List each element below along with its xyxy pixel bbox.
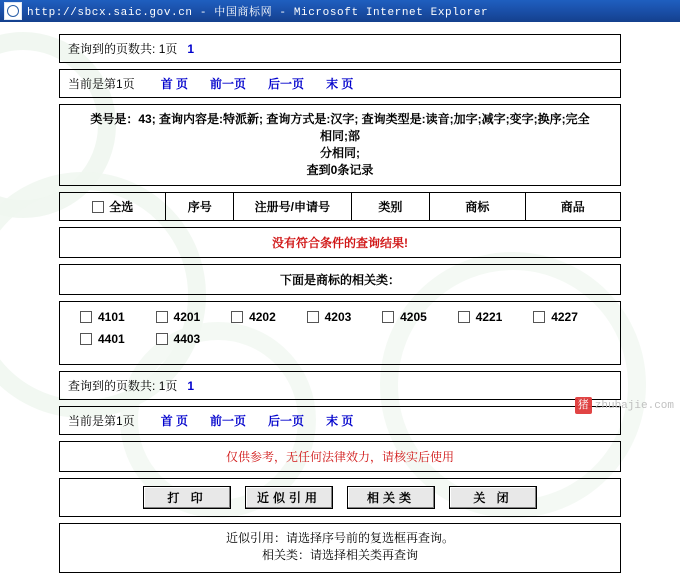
column-header-trademark: 商标 (430, 193, 525, 220)
related-class-checkbox[interactable] (156, 311, 168, 323)
related-class-option[interactable] (527, 310, 603, 324)
pager-top-prev-link[interactable]: 前一页 (210, 77, 247, 91)
results-table (59, 192, 621, 221)
related-class-checkbox[interactable] (307, 311, 319, 323)
top-page-number-link[interactable]: 1 (187, 42, 195, 56)
pager-top-last-link[interactable]: 末 页 (326, 77, 354, 91)
watermark-badge-icon: 猪 (575, 397, 592, 414)
related-class-option[interactable] (301, 310, 377, 324)
pager-top-first-link[interactable]: 首 页 (160, 77, 189, 91)
related-class-label: 4203 (324, 310, 352, 324)
related-class-option[interactable] (150, 310, 226, 324)
select-all-cell[interactable] (60, 193, 166, 220)
related-classes-row (74, 332, 606, 346)
bottom-page-summary (59, 371, 621, 400)
related-classes-panel (59, 264, 621, 295)
tip-related-class: 相关类：请选择相关类再查询 (261, 548, 418, 562)
related-class-checkbox[interactable] (533, 311, 545, 323)
pager-bottom-prev-link[interactable]: 前一页 (210, 414, 247, 428)
related-class-option[interactable] (225, 310, 301, 324)
related-class-label: 4221 (475, 310, 503, 324)
title-bar (0, 0, 680, 22)
related-class-label: 4401 (98, 332, 125, 346)
site-watermark (575, 397, 674, 414)
print-button[interactable]: 打 印 (143, 486, 231, 509)
related-class-label: 4201 (173, 310, 201, 324)
column-header-regno: 注册号/申请号 (234, 193, 352, 220)
related-classes-grid (59, 301, 621, 365)
query-info-line2: 分相同; (320, 146, 360, 160)
disclaimer-text: 仅供参考，无任何法律效力，请核实后使用 (59, 441, 621, 472)
results-table-header-row (60, 193, 620, 220)
related-class-label: 4202 (249, 310, 276, 324)
action-button-bar (59, 478, 621, 517)
bottom-page-summary-label: 查询到的页数共: (68, 379, 156, 393)
select-all-checkbox[interactable] (92, 201, 104, 213)
column-header-index: 序号 (166, 193, 234, 220)
related-class-button[interactable]: 相关类 (347, 486, 435, 509)
page-canvas (0, 22, 680, 562)
window-title: http://sbcx.saic.gov.cn - 中国商标网 - Microsoft Internet Explorer (27, 7, 489, 19)
related-class-option[interactable] (452, 310, 528, 324)
query-info-count: 查到0条记录 (306, 163, 374, 177)
related-class-label: 4205 (400, 310, 427, 324)
related-class-label: 4403 (173, 332, 201, 346)
select-all-label: 全选 (109, 200, 134, 214)
pager-bottom-first-link[interactable]: 首 页 (160, 414, 189, 428)
pager-bottom-last-link[interactable]: 末 页 (326, 414, 354, 428)
bottom-page-summary-pages: 1页 (158, 379, 178, 393)
related-classes-row (74, 310, 606, 324)
related-class-checkbox[interactable] (231, 311, 243, 323)
pager-bottom-next-link[interactable]: 后一页 (268, 414, 305, 428)
top-page-summary (59, 34, 621, 63)
related-class-option[interactable] (376, 310, 452, 324)
pager-bottom-current-label: 当前是第1页 (68, 414, 135, 428)
ie-globe-icon (4, 2, 22, 20)
tip-similar-reference: 近似引用：请选择序号前的复选框再查询。 (225, 531, 454, 545)
related-class-checkbox[interactable] (156, 333, 168, 345)
query-info-box (59, 104, 621, 186)
empty-result-message: 没有符合条件的查询结果! (59, 227, 621, 258)
tips-box (59, 523, 621, 573)
pager-top-current-label: 当前是第1页 (68, 77, 135, 91)
bottom-page-number-link[interactable]: 1 (187, 379, 195, 393)
related-class-option[interactable] (150, 332, 226, 346)
search-result-content (59, 22, 621, 573)
watermark-site-name: zhubajie.com (594, 399, 674, 412)
related-class-checkbox[interactable] (458, 311, 470, 323)
pager-bottom (59, 406, 621, 435)
related-classes-title: 下面是商标的相关类： (279, 273, 400, 287)
close-button[interactable]: 关 闭 (449, 486, 537, 509)
column-header-goods: 商品 (560, 200, 585, 214)
related-class-label: 4227 (551, 310, 578, 324)
pager-top (59, 69, 621, 98)
related-class-option[interactable] (74, 332, 150, 346)
pager-top-next-link[interactable]: 后一页 (268, 77, 305, 91)
query-info-line1: 类号是：43; 查询内容是:特派新; 查询方式是:汉字; 查询类型是:读音;加字;减字;变字;换序;完全相同;部 (90, 112, 590, 143)
top-page-summary-pages: 1页 (158, 42, 178, 56)
related-class-checkbox[interactable] (80, 333, 92, 345)
related-class-checkbox[interactable] (80, 311, 92, 323)
similar-reference-button[interactable]: 近似引用 (245, 486, 333, 509)
related-class-option[interactable] (74, 310, 150, 324)
related-class-checkbox[interactable] (382, 311, 394, 323)
top-page-summary-label: 查询到的页数共: (68, 42, 156, 56)
related-class-label: 4101 (98, 310, 125, 324)
column-header-class: 类别 (351, 193, 430, 220)
